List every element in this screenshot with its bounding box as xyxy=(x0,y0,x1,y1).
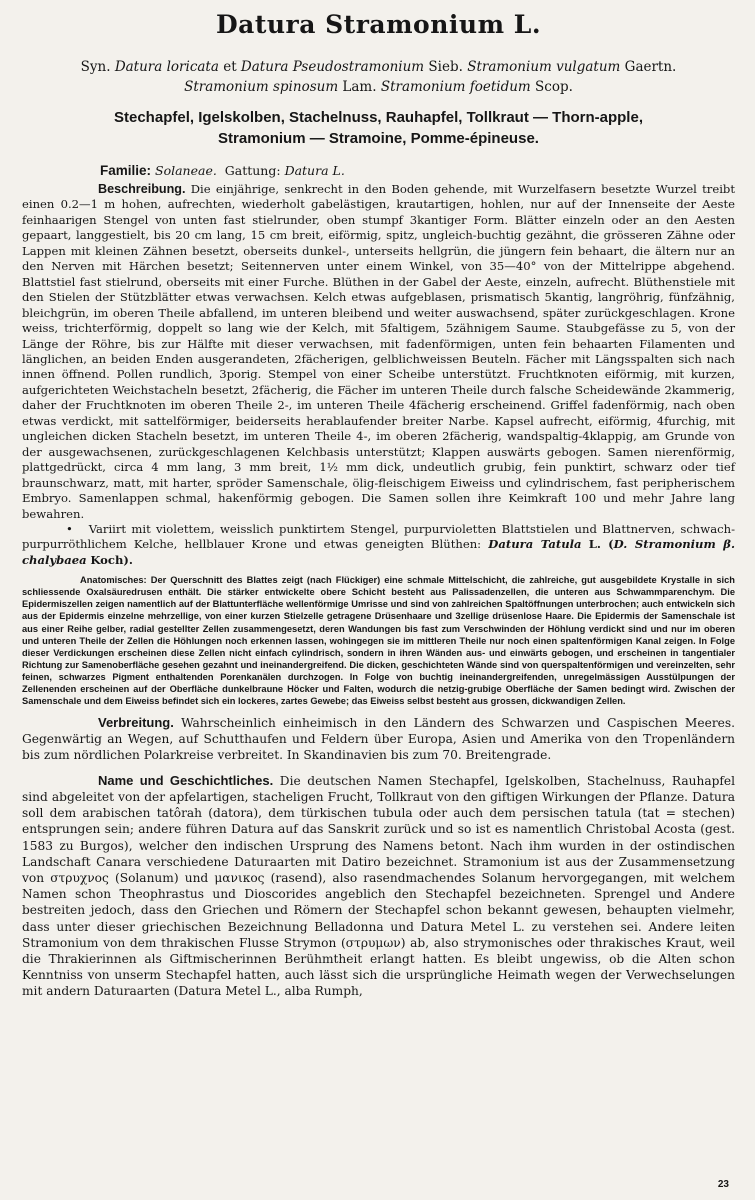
synonym-author: Gaertn. xyxy=(624,59,677,75)
common-names-line-1: Stechapfel, Igelskolben, Stachelnuss, Rauhapfel, Tollkraut — Thorn-apple, xyxy=(114,109,643,126)
paren: ( xyxy=(608,537,614,552)
synonym-name: Datura loricata xyxy=(114,59,219,75)
synonym-name: Stramonium foetidum xyxy=(380,79,531,95)
page-title: Datura Stramonium L. xyxy=(215,10,542,39)
family-value: Solaneae. xyxy=(155,163,217,178)
variety-text: Variirt mit violettem, weisslich punktirtem Stengel, purpurvioletten Blattstielen und Blattnerven, schwach-purpurröthlichem Kelche, hellblauer Krone und etwas geneigten Blüthen: xyxy=(22,521,735,552)
synonym-name: Stramonium vulgatum xyxy=(467,59,621,75)
distribution-label: Verbreitung. xyxy=(98,714,174,730)
description-text: Die einjährige, senkrecht in den Boden gehende, mit Wurzelfasern besetzte Wurzel treibt einen 0.2—1 m hohen, aufrechten, wiederholt gabelästigen, krautartigen, hohlen, nur auf der Innenseite der Aeste feinhaarigen Stengel von unten fast stielrunder, oben stumpf 3kantiger Form. Blätter einzeln oder an den Aesten gepaart, langgestielt, bis 20 cm lang, 15 cm breit, eiförmig, spitz, ungleich-buchtig gezähnt, die grösseren Zähne oder Lappen mit kleinen Zähnen besetzt, oberseits dunkel-, unterseits hellgrün, die jüngern fein behaart, die ältern nur an den Nerven mit Härchen besetzt; Seitennerven unter einem Winkel, von 35—40° von der Mittelrippe abgehend. Blattstiel fast stielrund, oberseits mit einer Furche. Blüthen in der Gabel der Aeste, einzeln, aufrecht. Blüthenstiele mit den Stielen der Stützblätter etwas verwachsen. Kelch etwas aufgeblasen, prismatisch 5kantig, langröhrig, fünfzähnig, bleichgrün, im oberen Theile abfallend, im unteren bleibend und weiter auswachsend, später zurückgeschlagen. Krone weiss, trichterförmig, doppelt so lang wie der Kelch, mit 5faltigem, 5zähnigem Saume. Staubgefässe zu 5, von der Länge der Röhre, bis zur Hälfte mit dieser verwachsen, mit fadenförmigen, unten fein behaarten Filamenten und länglichen, an beiden Enden ausgerandeten, 2fächerigen, gelblichweissen Beuteln. Fächer mit Längsspalten sich nach innen öffnend. Pollen rundlich, 3porig. Stempel von einer Scheibe unterstützt. Fruchtknoten eiförmig, mit kurzen, aufgerichteten Weichstacheln besetzt, 2fächerig, die Fächer im unteren Theile durch falsche Scheidewände 2kammerig, daher der Fruchtknoten im oberen Theile 2-, im unteren Theile 4fächerig erscheinend. Griffel fadenförmig, nach oben etwas verdickt, mit sattelförmiger, beiderseits herablaufender breiter Narbe. Kapsel aufrecht, eiförmig, 4furchig, mit ungleichen dicken Stacheln besetzt, im unteren Theile 4-, im oberen 2fächerig, wandspaltig-4klappig, am Grunde von der ausgewachsenen, zurückgeschlagenen Kelchbasis unterstützt; Klappen auswärts gebogen. Samen nierenförmig, plattgedrückt, circa 4 mm lang, 3 mm breit, 1½ mm dick, undeutlich grubig, fein punktirt, schwarz oder tief braunschwarz, matt, mit harter, spröder Samenschale, ölig-fleischigem Eiweiss und cylindrischem, fast peripherischem Embryo. Samenlappen schmal, hakenförmig gebogen. Die Samen sollen ihre Keimkraft 100 und mehr Jahre lang bewahren. xyxy=(22,182,735,521)
name-history-text: Die deutschen Namen Stechapfel, Igelskolben, Stachelnuss, Rauhapfel sind abgeleitet von der apfelartigen, stacheligen Frucht, Tollkraut von den giftigen Wirkungen der Pflanze. Datura soll dem arabischen tatôrah (datora), dem türkischen tubula oder auch dem persischen tatula (tat = stechen) entsprungen sein; andere führen Datura auf das Sanskrit zurück und so ist es namentlich Christobal Acosta (gest. 1583 zu Burgos), welcher den indischen Ursprung des Namens betont. Nach ihm wurden in der ostindischen Landschaft Canara verschiedene Daturaarten mit Datiro bezeichnet. Stramonium ist aus der Zusammensetzung von στρυχνος (Solanum) und μανικος (rasend), also rasendmachendes Solanum hervorgegangen, mit welchem Namen schon Theophrastus und Dioscorides angeblich den Stechapfel bezeichneten. Sprengel und Andere bestreiten jedoch, dass den Griechen und Römern der Stechapfel schon bekannt gewesen, behaupten vielmehr, dass unter dieser griechischen Bezeichnung Belladonna und Datura Metel L. zu verstehen sei. Andere leiten Stramonium von dem thrakischen Flusse Strymon (στρυμων) ab, also strymonisches oder thrakisches Kraut, weil die Thrakierinnen als Giftmischerinnen Berühmtheit erlangt hatten. Es bleibt ungewiss, ob die Alten schon Kenntniss von unserm Stechapfel hatten, auch lässt sich die ursprüngliche Heimath wegen der Verwechselungen mit andern Daturaarten (Datura Metel L., alba Rumph, xyxy=(22,773,736,999)
common-names-line-2: Stramonium — Stramoine, Pomme-épineuse. xyxy=(218,130,539,147)
name-history-paragraph xyxy=(22,773,735,1000)
distribution-paragraph xyxy=(22,715,735,764)
synonym-name: Stramonium spinosum xyxy=(184,79,339,95)
synonym-name: Datura Pseudostramonium xyxy=(240,59,425,75)
variety-synonym-author: Koch). xyxy=(90,552,133,567)
distribution-text: Wahrscheinlich einheimisch in den Ländern des Schwarzen und Caspischen Meeres. Gegenwärtig an Wegen, auf Schutthaufen und Feldern über Europa, Asien und Amerika von den Tropenländern bis zum nördlichen Polarkreise verbreitet. In Skandinavien bis zum 70. Breitengrade. xyxy=(22,715,735,763)
page-number: 23 xyxy=(717,1179,729,1190)
family-label: Familie: xyxy=(100,163,152,178)
name-history-label: Name und Geschichtliches. xyxy=(98,772,274,788)
variety-name: Datura Tatula xyxy=(488,537,582,552)
synonym-author: Sieb. xyxy=(428,59,463,75)
synonyms-line-2 xyxy=(22,77,735,97)
synonyms-line-1 xyxy=(22,57,735,77)
variety-synonym: D. Stramonium β. chalybaea xyxy=(22,537,736,567)
syn-prefix: Syn. xyxy=(80,59,111,75)
synonym-author: Lam. xyxy=(342,79,377,95)
family-line xyxy=(100,163,735,178)
description-label: Beschreibung. xyxy=(98,182,186,196)
genus-label: Gattung: xyxy=(224,163,281,178)
genus-value: Datura L. xyxy=(284,163,345,178)
variety-author: L. xyxy=(588,537,601,552)
syn-connector: et xyxy=(223,59,237,75)
synonym-author: Scop. xyxy=(535,79,573,95)
anatomy-label: Anatomisches: xyxy=(80,575,147,586)
bullet-mark: • xyxy=(66,521,73,536)
anatomy-paragraph xyxy=(22,574,735,707)
variety-paragraph xyxy=(22,522,735,568)
description-paragraph xyxy=(22,182,735,522)
anatomy-text: Der Querschnitt des Blattes zeigt (nach Flückiger) eine schmale Mittelschicht, die zahlreiche, gut ausgebildete Krystalle in sich schliessende Oxalsäuredrusen enthält. Die stärker entwickelte obere Schicht besteht aus Palissadenzellen, die unteren aus Schwammparenchym. Die Epidermiszellen zeigen namentlich auf der Blattunterfläche wellenförmige Umrisse und sind von zahlreichen Spaltöffnungen unterbrochen; auch entwickeln sich aus der Epidermis einzelne mehrzellige, von einer kurzen Stielzelle getragene Drüsenhaare und 3zellige drüsenlose Haare. Die Epidermis der Samenschale ist aus einer Reihe gelber, radial gestellter Zellen zusammengesetzt, deren Wandungen bis fast zum Verschwinden der Höhlung verdickt sind und nur im oberen und unteren Theile der Zellen die Höhlungen noch erkennen lassen, wohingegen sie im mittleren Theile nur noch einen spaltenförmigen Kanal zeigen. In Folge dieser Verdickungen erscheinen diese Zellen nicht einfach cylindrisch, sondern in ihren Wänden aus- und einwärts gebogen, und erscheinen in tangentialer Richtung zur Samenoberfläche gesehen gezahnt und ineinandergreifend. Die dicken, geschichteten Wände sind von querspaltenförmigen und vereinzelten, sehr feinen, schwarzes Pigment enthaltenden Porenkanälen durchzogen. In Folge von buchtig ineinandergreifenden, unregelmässigen Ausstülpungen der Zellenenden erscheinen auf der Oberfläche dunkelbraune Höcker und Falten, wodurch die netzig-grubige Oberfläche der Samen bedingt wird. Zwischen der Samenschale und dem Eiweiss befindet sich ein lockeres, zartes Gewebe; das Eiweiss selbst besteht aus grossen, dickwandigen Zellen. xyxy=(22,575,735,706)
